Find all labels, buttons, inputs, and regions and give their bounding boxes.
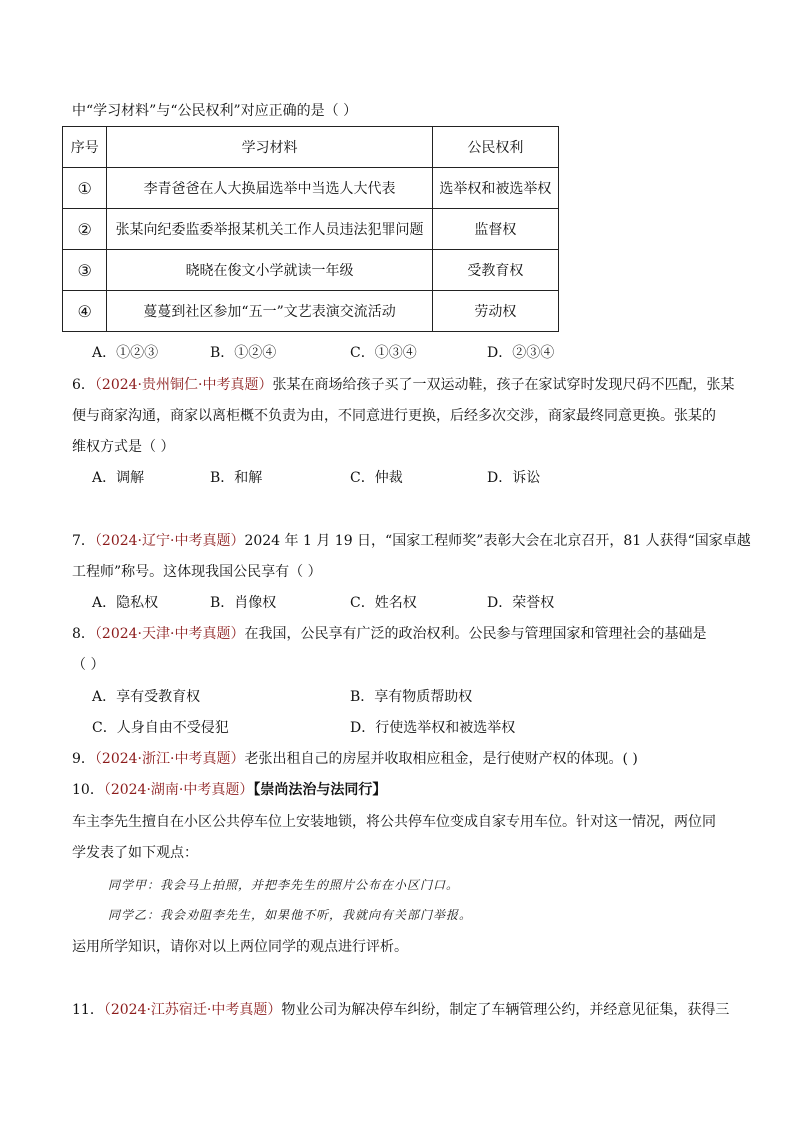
question-number: 8． bbox=[72, 626, 95, 642]
question-6-line-3: 维权方式是（ ） bbox=[72, 439, 175, 455]
question-8-options-row-2 bbox=[92, 718, 515, 738]
table-header-cell: 序号 bbox=[63, 127, 107, 168]
question-7-line-2: 工程师”称号。这体现我国公民享有（ ） bbox=[72, 564, 322, 580]
table-row bbox=[63, 168, 559, 209]
option-d: D．②③④ bbox=[487, 345, 555, 361]
table-row bbox=[63, 250, 559, 291]
table-header-cell: 学习材料 bbox=[107, 127, 432, 168]
option-a: A．隐私权 bbox=[92, 595, 159, 611]
question-10-line-2: 学发表了如下观点： bbox=[72, 845, 198, 861]
table-cell-material: 张某向纪委监委举报某机关工作人员违法犯罪问题 bbox=[107, 209, 432, 250]
table-cell-index: ④ bbox=[63, 291, 107, 332]
question-number: 7． bbox=[72, 533, 95, 549]
table-cell-right: 受教育权 bbox=[432, 250, 558, 291]
table-row bbox=[63, 291, 559, 332]
question-7-line-1 bbox=[72, 531, 751, 551]
option-b: B．享有物质帮助权 bbox=[350, 689, 473, 705]
question-text: 物业公司为解决停车纠纷，制定了车辆管理公约，并经意见征集，获得三 bbox=[281, 1002, 730, 1018]
question-source: （2024·天津·中考真题） bbox=[94, 626, 245, 642]
option-b: B．和解 bbox=[210, 470, 263, 486]
student-b-opinion: 同学乙：我会劝阻李先生，如果他不听，我就向有关部门举报。 bbox=[108, 908, 473, 922]
question-source: （2024·湖南·中考真题） bbox=[103, 782, 254, 798]
table-cell-right: 监督权 bbox=[432, 209, 558, 250]
question-9 bbox=[72, 749, 638, 769]
question-10-line-1: 车主李先生擅自在小区公共停车位上安装地锁，将公共停车位变成自家专用车位。针对这一情况，两位同 bbox=[72, 814, 716, 830]
question-5-options bbox=[92, 343, 554, 363]
option-a: A．①②③ bbox=[92, 345, 159, 361]
question-topic-tag: 【崇尚法治与法同行】 bbox=[253, 782, 387, 798]
option-c: C．人身自由不受侵犯 bbox=[92, 720, 229, 736]
question-8-line-1 bbox=[72, 624, 706, 644]
option-b: B．①②④ bbox=[210, 345, 277, 361]
option-d: D．诉讼 bbox=[487, 470, 541, 486]
option-a: A．调解 bbox=[92, 470, 145, 486]
option-b: B．肖像权 bbox=[210, 595, 277, 611]
option-d: D．行使选举权和被选举权 bbox=[350, 720, 516, 736]
table-cell-material: 蔓蔓到社区参加“五一”文艺表演交流活动 bbox=[107, 291, 432, 332]
option-d: D．荣誉权 bbox=[487, 595, 555, 611]
question-source: （2024·贵州铜仁·中考真题） bbox=[94, 377, 273, 393]
table-row bbox=[63, 209, 559, 250]
question-number: 9． bbox=[72, 751, 95, 767]
table-cell-right: 劳动权 bbox=[432, 291, 558, 332]
table-cell-material: 晓晓在俊文小学就读一年级 bbox=[107, 250, 432, 291]
question-text: 在我国，公民享有广泛的政治权利。公民参与管理国家和管理社会的基础是 bbox=[244, 626, 707, 642]
question-text: 张某在商场给孩子买了一双运动鞋，孩子在家试穿时发现尺码不匹配，张某 bbox=[272, 377, 735, 393]
question-11 bbox=[72, 1000, 729, 1020]
option-c: C．姓名权 bbox=[350, 595, 417, 611]
question-7-options bbox=[92, 593, 554, 613]
question-source: （2024·辽宁·中考真题） bbox=[94, 533, 245, 549]
question-text: 2024 年 1 月 19 日，“国家工程师奖”表彰大会在北京召开，81 人获得“国家卓越 bbox=[244, 533, 751, 549]
question-number: 10． bbox=[72, 782, 104, 798]
option-c: C．仲裁 bbox=[350, 470, 403, 486]
table-cell-index: ③ bbox=[63, 250, 107, 291]
table-cell-right: 选举权和被选举权 bbox=[432, 168, 558, 209]
option-c: C．①③④ bbox=[350, 345, 417, 361]
question-6-line-1 bbox=[72, 375, 734, 395]
question-8-options-row-1 bbox=[92, 687, 472, 707]
question-10-heading bbox=[72, 780, 386, 800]
question-source: （2024·江苏宿迁·中考真题） bbox=[103, 1002, 282, 1018]
question-text: 老张出租自己的房屋并收取相应租金，是行使财产权的体现。( ) bbox=[244, 751, 638, 767]
question-6-line-2: 便与商家沟通，商家以离柜概不负责为由，不同意进行更换，后经多次交涉，商家最终同意更换。张某的 bbox=[72, 408, 716, 424]
question-number: 6． bbox=[72, 377, 95, 393]
table-cell-material: 李青爸爸在人大换届选举中当选人大代表 bbox=[107, 168, 432, 209]
question-6-options bbox=[92, 468, 540, 488]
table-header-row bbox=[63, 127, 559, 168]
question-10-prompt: 运用所学知识，请你对以上两位同学的观点进行评析。 bbox=[72, 939, 408, 955]
student-a-opinion: 同学甲：我会马上拍照，并把李先生的照片公布在小区门口。 bbox=[108, 878, 460, 892]
question-8-line-2: （ ） bbox=[72, 657, 105, 673]
table-header-cell: 公民权利 bbox=[432, 127, 558, 168]
option-a: A．享有受教育权 bbox=[92, 689, 201, 705]
question-source: （2024·浙江·中考真题） bbox=[94, 751, 245, 767]
question-number: 11． bbox=[72, 1002, 104, 1018]
table-cell-index: ① bbox=[63, 168, 107, 209]
question-5-stem: 中“学习材料”与“公民权利”对应正确的是（ ） bbox=[72, 103, 358, 119]
rights-table bbox=[62, 126, 559, 332]
table-cell-index: ② bbox=[63, 209, 107, 250]
